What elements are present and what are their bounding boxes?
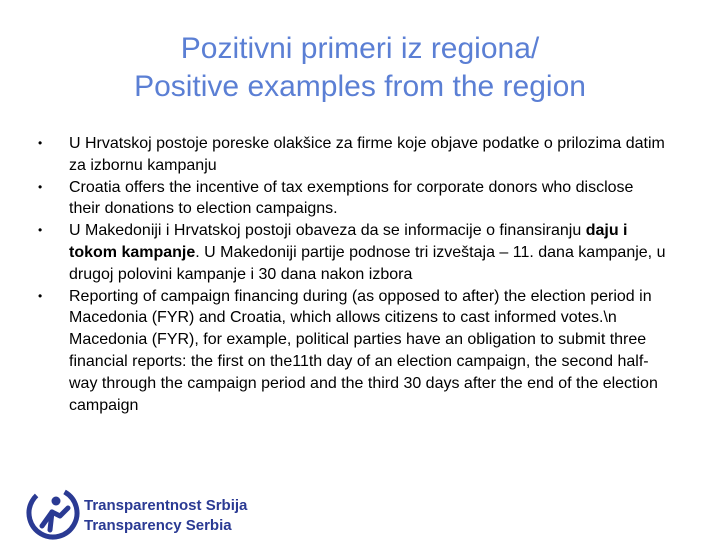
bullet-text: Croatia offers the incentive of tax exemptions for corporate donors who disclose their donations to election campaigns. [69, 178, 634, 218]
bullet-item [38, 286, 668, 417]
bullet-text-pre: U Makedoniji i Hrvatskoj postoji obaveza da se informacije o finansiranju [69, 222, 586, 240]
bullet-text: Reporting of campaign financing during (as opposed to after) the election period in Macedonia (FYR) and Croatia, which allows citizens to cast informed votes.\n Macedonia (FYR), for example, political parties have an obligation to submit three financial reports: the first on the11th day of an election campaign, the second half-way through the campaign period and the third 30 days after the end of the election campaign [69, 287, 658, 414]
title-line-1: Pozitivni primeri iz regiona/ [180, 32, 540, 65]
bullet-text-post: . U Makedoniji partije podnose tri izveštaja – 11. dana kampanje, u drugoj polovini kampanje i 30 dana nakon izbora [69, 243, 666, 283]
bullet-dot: • [38, 288, 43, 303]
bullet-item [38, 220, 668, 285]
slide-title [0, 30, 720, 106]
bullet-dot: • [38, 136, 43, 150]
bullet-item [38, 133, 668, 177]
logo-emblem-icon [26, 486, 86, 542]
bullet-text-bold: daju i tokom kampanje [69, 222, 628, 261]
logo-line-1: Transparentnost Srbija [84, 497, 248, 514]
bullet-item [38, 177, 668, 221]
logo-text [84, 496, 247, 536]
title-line-2: Positive examples from the region [134, 70, 586, 103]
bullet-text: U Hrvatskoj postoje poreske olakšice za firme koje objave podatke o prilozima datim za izbornu kampanju [69, 135, 665, 174]
bullet-dot: • [38, 223, 43, 238]
bullet-dot: • [38, 179, 43, 194]
logo-line-2: Transparency Serbia [84, 517, 232, 534]
bullet-list [38, 133, 668, 416]
